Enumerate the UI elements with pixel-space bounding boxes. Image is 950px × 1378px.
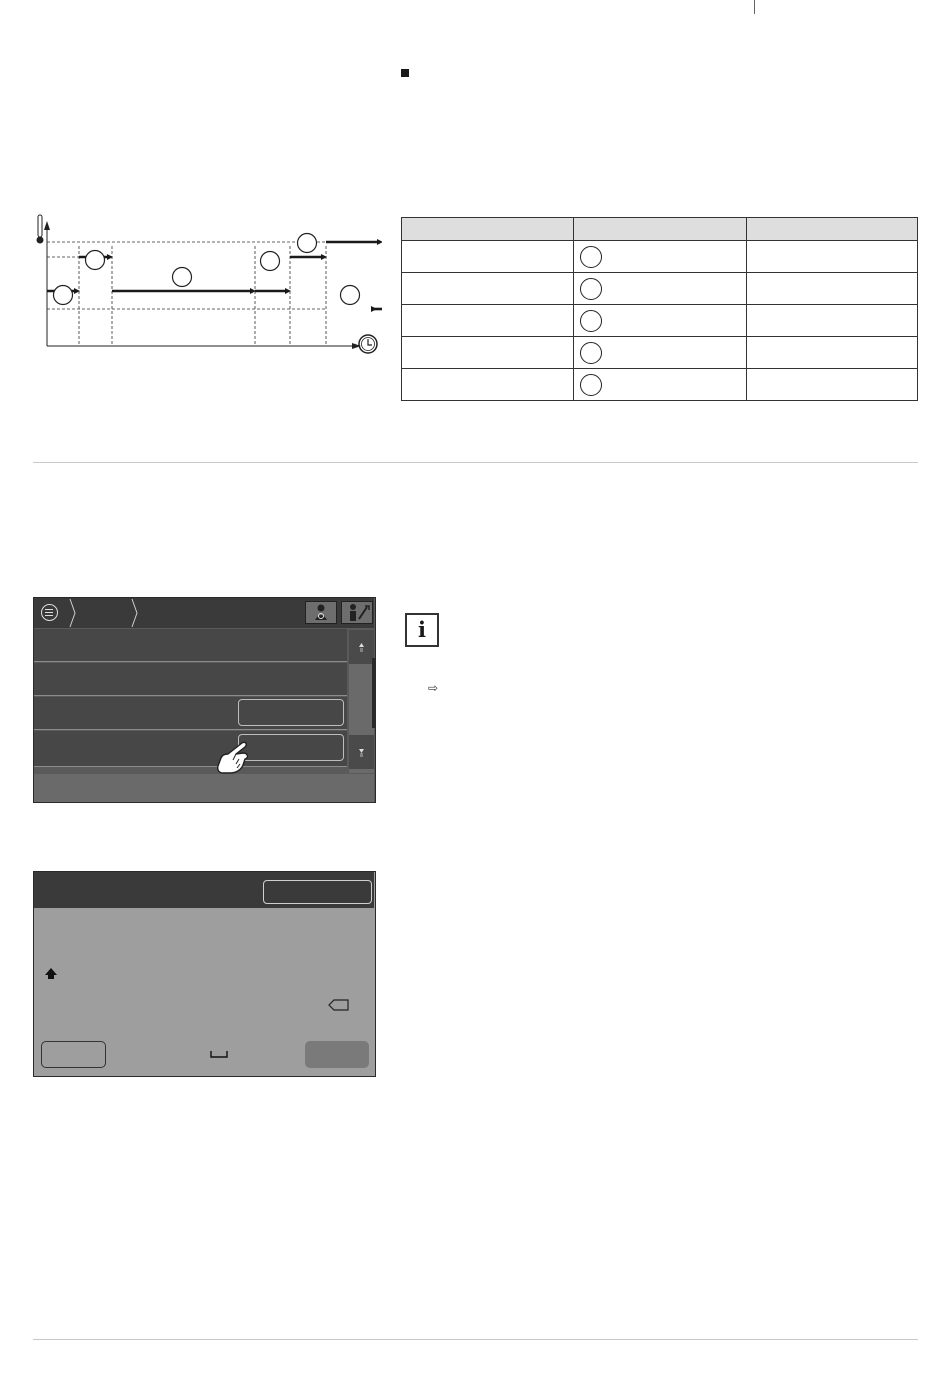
legend-cell-marker xyxy=(574,305,747,337)
scroll-down-button[interactable] xyxy=(349,735,374,769)
legend-table xyxy=(401,217,918,401)
shift-icon[interactable] xyxy=(44,967,58,981)
installer-button[interactable] xyxy=(305,601,337,624)
info-icon: i xyxy=(405,613,439,647)
menu-row[interactable] xyxy=(34,697,347,730)
scrollbar-thumb[interactable] xyxy=(372,658,375,728)
temperature-time-diagram xyxy=(30,212,382,362)
diagram-marker xyxy=(86,251,105,270)
legend-cell-label xyxy=(402,305,574,337)
legend-row xyxy=(402,241,918,273)
page-footer-rule xyxy=(33,1339,918,1340)
diagram-marker xyxy=(341,286,360,305)
step-arrowhead xyxy=(321,254,327,260)
service-button[interactable] xyxy=(341,601,373,624)
diagram-marker xyxy=(54,286,73,305)
legend-cell-marker xyxy=(574,369,747,401)
step-arrowhead xyxy=(107,254,113,260)
menu-row[interactable] xyxy=(34,629,347,662)
section-bullet xyxy=(401,69,409,77)
ok-button[interactable] xyxy=(305,1041,369,1068)
legend-header-1 xyxy=(402,218,574,241)
legend-cell-value xyxy=(747,369,918,401)
control-panel-screen xyxy=(33,597,376,803)
screen-footer xyxy=(34,774,374,802)
marker-circle-icon xyxy=(580,374,602,396)
keyboard-header xyxy=(34,872,374,908)
reference-arrow-icon: ⇨ xyxy=(428,681,439,695)
menu-icon[interactable] xyxy=(41,604,58,621)
legend-cell-marker xyxy=(574,241,747,273)
legend-row xyxy=(402,305,918,337)
pointing-hand-icon xyxy=(212,739,254,777)
clock-icon xyxy=(359,335,377,353)
screen-header xyxy=(34,598,374,628)
step-arrowhead xyxy=(377,239,382,245)
breadcrumb xyxy=(68,598,178,628)
legend-cell-label xyxy=(402,273,574,305)
crop-mark xyxy=(754,0,755,14)
scroll-up-icon xyxy=(349,630,374,664)
backspace-icon[interactable] xyxy=(328,998,350,1012)
menu-row[interactable] xyxy=(34,731,347,767)
legend-header-row xyxy=(402,218,918,241)
legend-header-2 xyxy=(574,218,747,241)
marker-circle-icon xyxy=(580,342,602,364)
legend-cell-marker xyxy=(574,337,747,369)
section-divider xyxy=(33,462,918,463)
legend-row xyxy=(402,369,918,401)
legend-cell-value xyxy=(747,273,918,305)
legend-header-3 xyxy=(747,218,918,241)
text-entry-field[interactable] xyxy=(263,880,372,904)
legend-cell-value xyxy=(747,241,918,273)
diagram-marker xyxy=(261,252,280,271)
marker-circle-icon xyxy=(580,246,602,268)
diagram-marker xyxy=(173,268,192,287)
value-field[interactable] xyxy=(238,699,344,726)
y-axis-arrow xyxy=(44,221,50,230)
legend-row xyxy=(402,273,918,305)
thermometer-icon xyxy=(37,215,44,244)
menu-row[interactable] xyxy=(34,663,347,696)
legend-cell-label xyxy=(402,337,574,369)
installer-icon xyxy=(306,602,336,623)
cancel-button[interactable] xyxy=(41,1041,106,1068)
service-icon xyxy=(342,602,372,623)
marker-circle-icon xyxy=(580,278,602,300)
space-icon[interactable] xyxy=(209,1049,229,1059)
marker-circle-icon xyxy=(580,310,602,332)
legend-cell-value xyxy=(747,305,918,337)
step-arrowhead xyxy=(371,306,377,312)
keyboard-screen xyxy=(33,871,376,1077)
legend-cell-value xyxy=(747,337,918,369)
diagram-marker xyxy=(298,234,317,253)
legend-cell-label xyxy=(402,241,574,273)
scroll-up-button[interactable] xyxy=(349,630,374,664)
legend-cell-label xyxy=(402,369,574,401)
legend-row xyxy=(402,337,918,369)
scroll-down-icon xyxy=(349,735,374,769)
legend-cell-marker xyxy=(574,273,747,305)
